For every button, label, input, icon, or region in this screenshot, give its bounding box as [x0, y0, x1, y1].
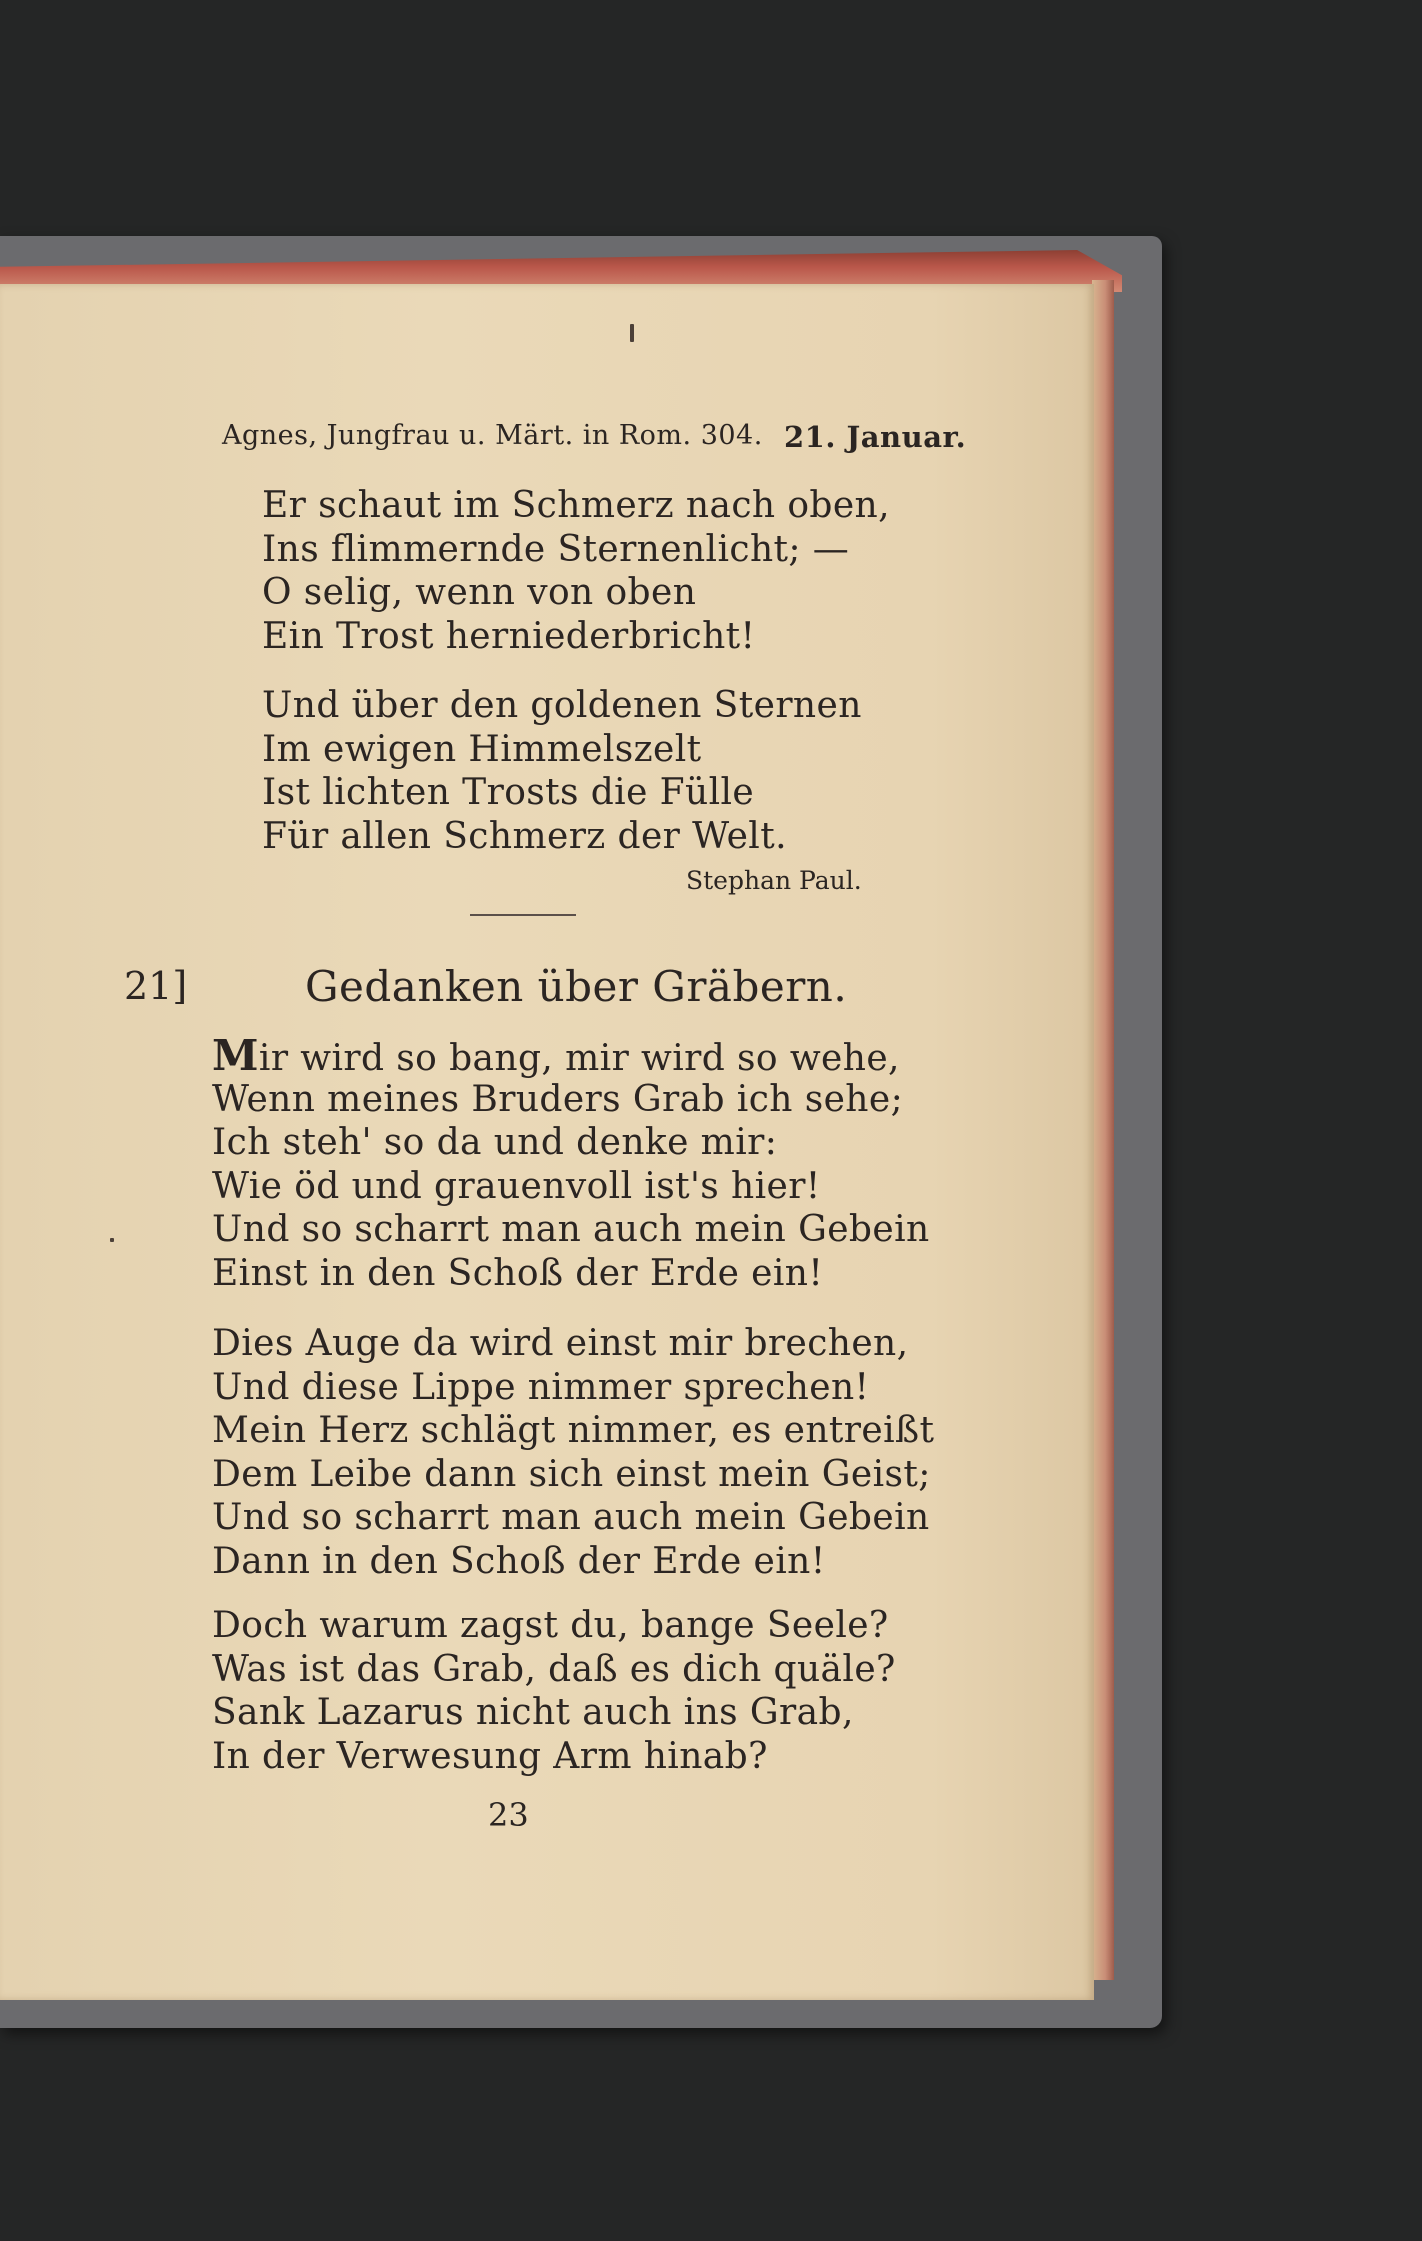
verse-line: Im ewigen Himmelszelt	[262, 728, 702, 770]
verse-line: Einst in den Schoß der Erde ein!	[212, 1252, 824, 1294]
poem-number: 21]	[124, 964, 188, 1008]
verse-line: Dann in den Schoß der Erde ein!	[212, 1540, 826, 1582]
verse-line-first	[212, 1031, 930, 1080]
poem2-stanza-2	[212, 1322, 934, 1584]
verse-line: Doch warum zagst du, bange Seele?	[212, 1605, 889, 1646]
section-divider	[470, 914, 576, 916]
running-header-right: 21. Januar.	[784, 420, 967, 454]
verse-line: Dem Leibe dann sich einst mein Geist;	[212, 1453, 931, 1495]
verse-line: Ist lichten Trosts die Fülle	[262, 772, 755, 814]
page-edge-right	[1092, 280, 1114, 1980]
verse-line: Er schaut im Schmerz nach oben,	[262, 485, 890, 526]
poem2-stanza-1	[212, 1031, 930, 1296]
verse-line: Und diese Lippe nimmer sprechen!	[212, 1366, 870, 1408]
verse-line: O selig, wenn von oben	[262, 572, 697, 614]
verse-line: Mein Herz schlägt nimmer, es entreißt	[212, 1410, 935, 1452]
verse-line: Und über den goldenen Sternen	[262, 685, 862, 726]
first-line-rest: ir wird so bang, mir wird so wehe,	[258, 1038, 900, 1079]
verse-line: Für allen Schmerz der Welt.	[262, 815, 787, 857]
ink-speck	[110, 1238, 114, 1242]
verse-line: Sank Lazarus nicht auch ins Grab,	[212, 1692, 854, 1734]
verse-line: Wie öd und grauenvoll ist's hier!	[212, 1165, 821, 1207]
verse-line: Was ist das Grab, daß es dich quäle?	[212, 1648, 896, 1690]
poem-author: Stephan Paul.	[686, 866, 862, 895]
verse-line: Ich steh' so da und denke mir:	[212, 1122, 778, 1164]
verse-line: In der Verwesung Arm hinab?	[212, 1735, 768, 1777]
poem-title: Gedanken über Gräbern.	[305, 962, 848, 1011]
verse-line: Und so scharrt man auch mein Gebein	[212, 1209, 930, 1251]
running-header-left: Agnes, Jungfrau u. Märt. in Rom. 304.	[222, 420, 763, 451]
drop-capital: M	[212, 1031, 259, 1080]
verse-line: Ins flimmernde Sternenlicht; —	[262, 528, 850, 570]
verse-line: Ein Trost herniederbricht!	[262, 615, 756, 657]
page-number: 23	[488, 1796, 529, 1834]
ink-speck	[630, 324, 634, 342]
verse-line: Dies Auge da wird einst mir brechen,	[212, 1323, 909, 1364]
poem1-stanza-2	[262, 684, 862, 858]
verse-line: Wenn meines Bruders Grab ich sehe;	[212, 1078, 904, 1120]
poem2-stanza-3	[212, 1604, 896, 1778]
poem1-stanza-1	[262, 484, 890, 658]
verse-line: Und so scharrt man auch mein Gebein	[212, 1497, 930, 1539]
